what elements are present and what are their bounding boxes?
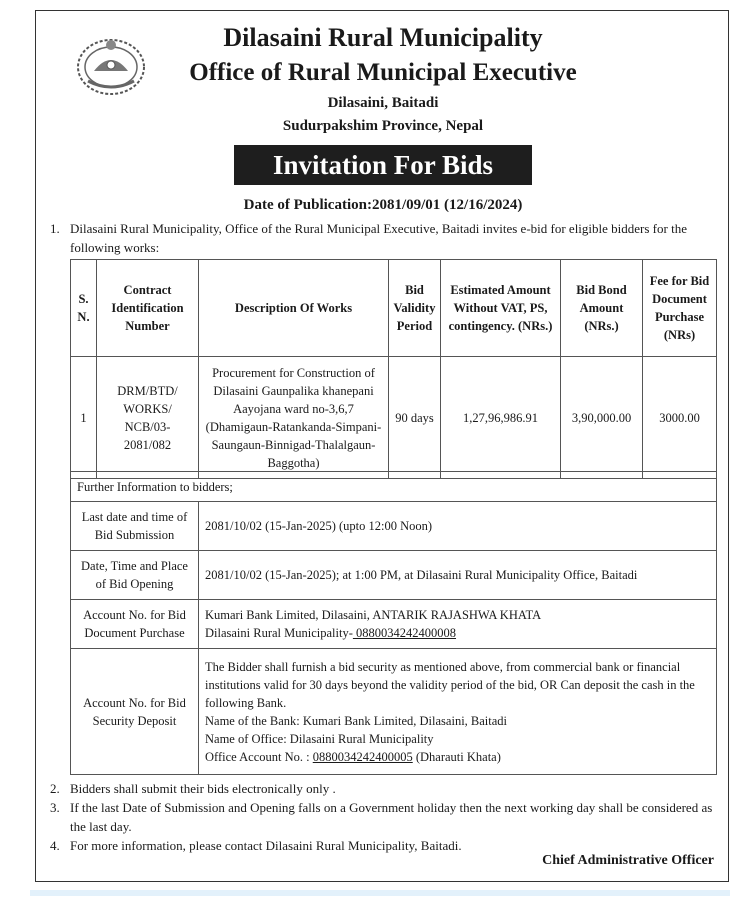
last-date-label: Last date and time of Bid Submission: [71, 502, 199, 551]
deposit-account-line: [205, 748, 710, 766]
notice-page: [35, 10, 729, 882]
table-header-row: [71, 260, 717, 357]
deposit-label: Account No. for Bid Security Deposit: [71, 649, 199, 775]
further-info-heading: Further Information to bidders;: [71, 472, 717, 502]
purchase-line-1: Kumari Bank Limited, Dilasaini, ANTARIK RAJASHWA KHATA: [205, 608, 542, 622]
cell-bid-bond: 3,90,000.00: [561, 357, 643, 479]
deposit-account-prefix: Office Account No. :: [205, 749, 313, 764]
cell-estimate: 1,27,96,986.91: [441, 357, 561, 479]
note-number-4: 4.: [50, 838, 60, 853]
further-info-row: [71, 472, 717, 502]
address-line-1: Dilasaini, Baitadi: [327, 95, 439, 111]
address-line-2: Sudurpakshim Province, Nepal: [282, 118, 484, 134]
invitation-banner: Invitation For Bids: [234, 145, 532, 185]
cell-fee: 3000.00: [643, 357, 717, 479]
header-estimate: Estimated Amount Without VAT, PS, contingency. (NRs.): [441, 260, 561, 357]
last-date-value: 2081/10/02 (15-Jan-2025) (upto 12:00 Noon): [199, 502, 717, 551]
bids-table: [70, 259, 717, 479]
deposit-office: Name of Office: Dilasaini Rural Municipality: [205, 731, 434, 746]
opening-value: 2081/10/02 (15-Jan-2025); at 1:00 PM, at Dilasaini Rural Municipality Office, Baitadi: [199, 551, 717, 600]
note-number-2: 2.: [50, 781, 60, 796]
header-validity: Bid Validity Period: [389, 260, 441, 357]
header-contract-id: Contract Identification Number: [97, 260, 199, 357]
office-name: Office of Rural Municipal Executive: [189, 59, 577, 86]
cell-description: Procurement for Construction of Dilasaini Gaunpalika khanepani Aayojana ward no-3,6,7 (Dhamigaun-Ratankanda-Simpani-Saungaun-Binnigad-Thalalgaun-Baggotha): [199, 357, 389, 479]
intro-number: 1.: [50, 221, 60, 236]
further-info-table: [70, 471, 717, 775]
deposit-account-number: 0880034242400005: [312, 749, 413, 764]
purchase-value: [199, 600, 717, 649]
cell-contract-id: DRM/BTD/ WORKS/ NCB/03- 2081/082: [97, 357, 199, 479]
header-description: Description Of Works: [199, 260, 389, 357]
deposit-row: [71, 649, 717, 775]
note-text-4: For more information, please contact Dilasaini Rural Municipality, Baitadi.: [70, 838, 462, 853]
note-text-2: Bidders shall submit their bids electronically only .: [70, 781, 336, 796]
purchase-line-2: [205, 624, 710, 642]
note-number-3: 3.: [50, 800, 60, 815]
purchase-label: Account No. for Bid Document Purchase: [71, 600, 199, 649]
intro-text: Dilasaini Rural Municipality, Office of the Rural Municipal Executive, Baitadi invites e-bid for eligible bidders for the following works:: [70, 221, 687, 255]
signature-title: Chief Administrative Officer: [542, 853, 714, 868]
note-text-3: If the last Date of Submission and Opening falls on a Government holiday then the next working day shall be considered as the last day.: [70, 800, 713, 834]
header-bid-bond: Bid Bond Amount (NRs.): [561, 260, 643, 357]
header-fee: Fee for Bid Document Purchase (NRs): [643, 260, 717, 357]
deposit-value: [199, 649, 717, 775]
table-row: [71, 357, 717, 479]
municipality-name: Dilasaini Rural Municipality: [223, 23, 543, 52]
cell-sn: 1: [71, 357, 97, 479]
deposit-account-suffix: (Dharauti Khata): [412, 749, 501, 764]
last-date-row: [71, 502, 717, 551]
opening-label: Date, Time and Place of Bid Opening: [71, 551, 199, 600]
deposit-text: The Bidder shall furnish a bid security as mentioned above, from commercial bank or financial institutions valid for 30 days beyond the validity period of the bid, OR Can deposit the cash in the following Bank.: [205, 659, 695, 710]
cell-validity: 90 days: [389, 357, 441, 479]
bottom-strip: [30, 890, 730, 896]
header-sn: S. N.: [71, 260, 97, 357]
publication-date: Date of Publication:2081/09/01 (12/16/2024): [243, 197, 523, 213]
opening-row: [71, 551, 717, 600]
purchase-row: [71, 600, 717, 649]
purchase-account-number: 0880034242400008: [352, 626, 457, 640]
deposit-bank: Name of the Bank: Kumari Bank Limited, Dilasaini, Baitadi: [205, 713, 508, 728]
purchase-account-prefix: Dilasaini Rural Municipality-: [205, 626, 353, 640]
